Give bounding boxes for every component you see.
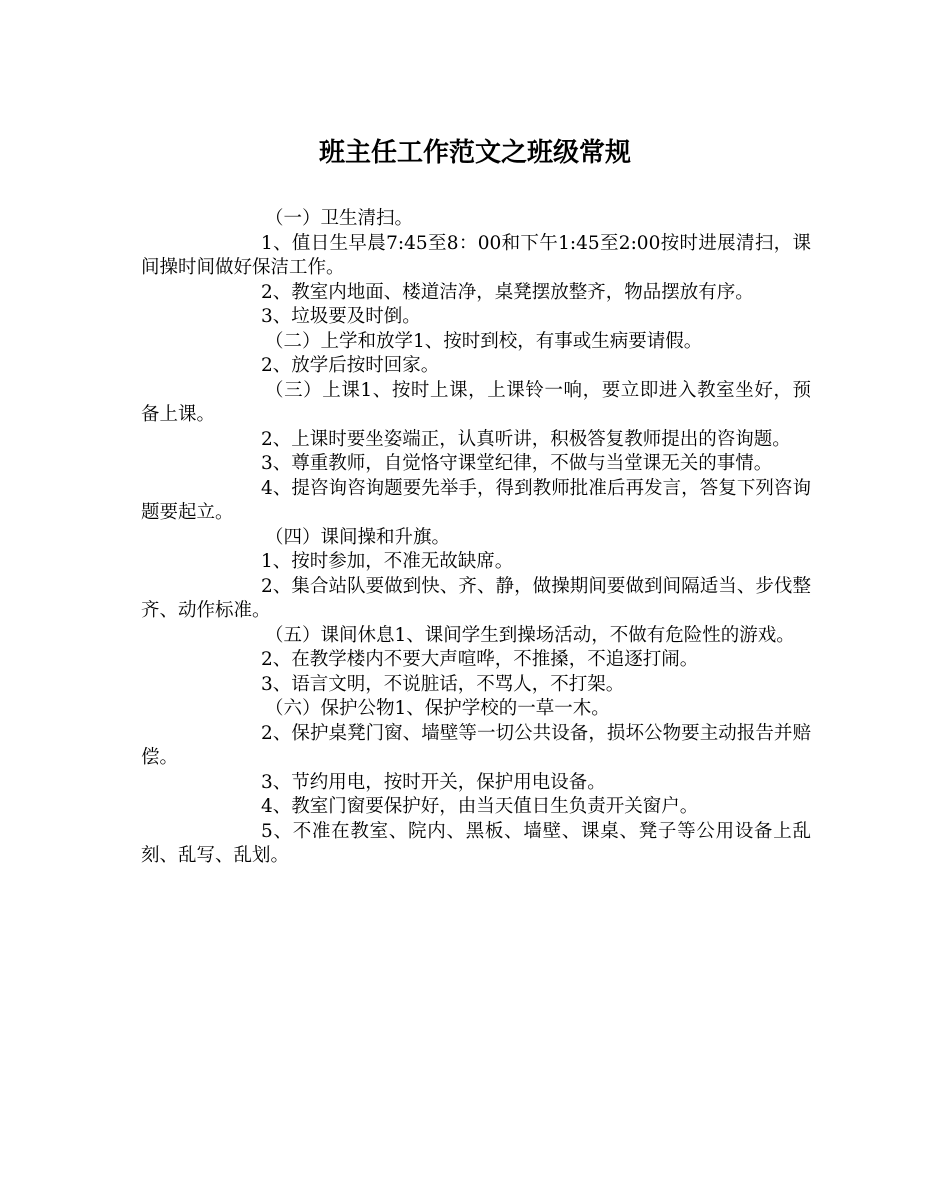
paragraph: 4、教室门窗要保护好，由当天值日生负责开关窗户。 bbox=[261, 796, 699, 817]
paragraph: 1、按时参加，不准无故缺席。 bbox=[261, 551, 514, 572]
paragraph: 2、保护桌凳门窗、墙壁等一切公共设备，损坏公物要主动报告并赔偿。 bbox=[141, 722, 811, 768]
paragraph: 5、不准在教室、院内、黑板、墙壁、课桌、凳子等公用设备上乱刻、乱写、乱划。 bbox=[141, 820, 811, 866]
paragraph: 3、语言文明，不说脏话，不骂人，不打架。 bbox=[261, 673, 625, 695]
paragraph: 2、集合站队要做到快、齐、静，做操期间要做到间隔适当、步伐整齐、动作标准。 bbox=[141, 575, 811, 621]
section-heading-break: （五）课间休息1、课间学生到操场活动，不做有危险性的游戏。 bbox=[265, 624, 795, 646]
paragraph: 3、尊重教师，自觉恪守课堂纪律，不做与当堂课无关的事情。 bbox=[261, 453, 773, 474]
section-heading-class: （三）上课1、按时上课，上课铃一响，要立即进入教室坐好，预备上课。 bbox=[141, 379, 811, 425]
section-heading-public-property: （六）保护公物1、保护学校的一草一木。 bbox=[265, 698, 610, 719]
paragraph: 3、垃圾要及时倒。 bbox=[261, 306, 421, 327]
paragraph: 2、放学后按时回家。 bbox=[261, 355, 440, 376]
paragraph: 4、提咨询咨询题要先举手，得到教师批准后再发言，答复下列咨询题要起立。 bbox=[141, 477, 811, 523]
paragraph: 1、值日生早晨7:45至8：00和下午1:45至2:00按时进展清扫，课间操时间做好保洁工作。 bbox=[141, 232, 811, 278]
paragraph: 2、在教学楼内不要大声喧哗，不推搡，不追逐打闹。 bbox=[261, 649, 699, 670]
paragraph: 2、教室内地面、楼道洁净，桌凳摆放整齐，物品摆放有序。 bbox=[261, 281, 754, 303]
section-heading-exercise: （四）课间操和升旗。 bbox=[265, 526, 451, 548]
page-title: 班主任工作范文之班级常规 bbox=[318, 138, 631, 168]
section-heading-hygiene: （一）卫生清扫。 bbox=[265, 208, 414, 229]
document-body bbox=[141, 207, 811, 869]
section-heading-school-arrival: （二）上学和放学1、按时到校，有事或生病要请假。 bbox=[265, 330, 703, 352]
paragraph: 2、上课时要坐姿端正，认真听讲，积极答复教师提出的咨询题。 bbox=[261, 428, 791, 450]
paragraph: 3、节约用电，按时开关，保护用电设备。 bbox=[261, 771, 606, 793]
